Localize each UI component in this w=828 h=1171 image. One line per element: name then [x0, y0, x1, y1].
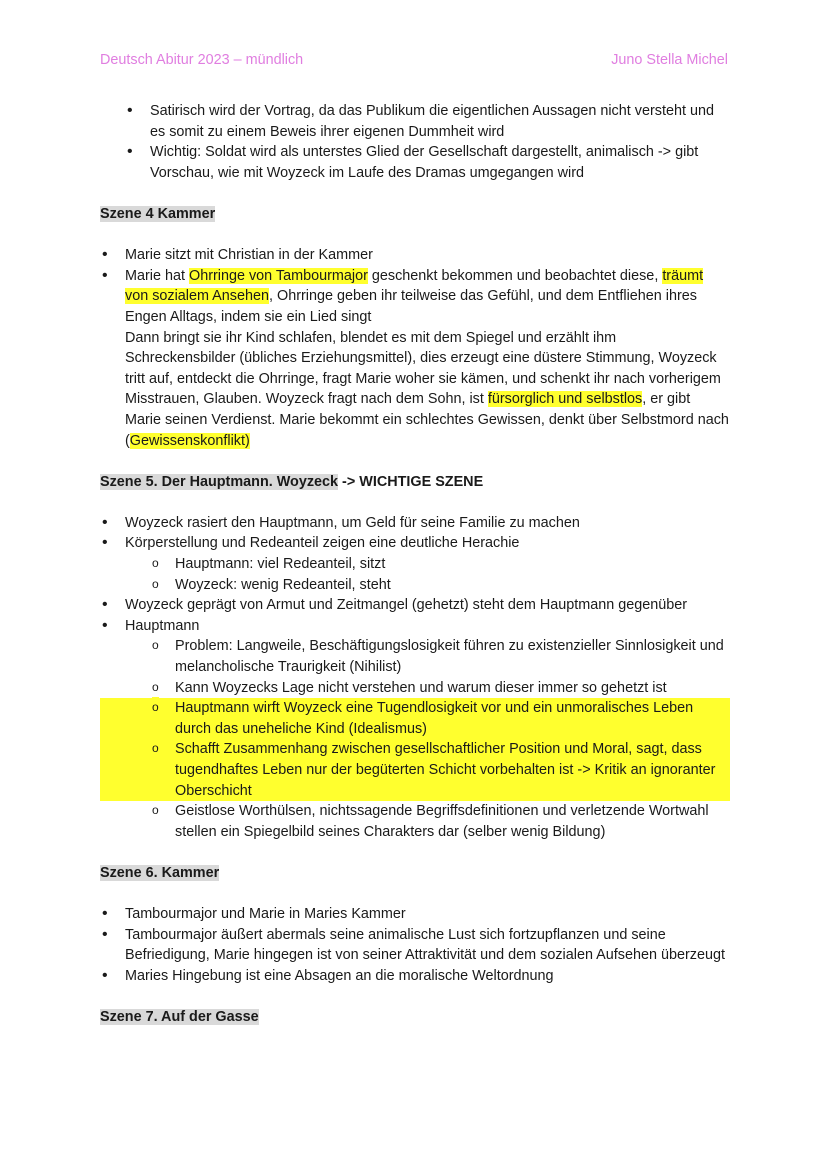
list-item: • Tambourmajor äußert abermals seine animalische Lust sich fortzupflanzen und seine Befriedigung, Marie hingegen ist von seiner Attraktivität und dem sozialen Aufsehen überzeugt	[100, 925, 730, 966]
highlight: Gewissenskonflikt)	[129, 432, 250, 449]
list-item: • Tambourmajor und Marie in Maries Kammer	[100, 904, 730, 925]
header-course: Deutsch Abitur 2023 – mündlich	[100, 52, 304, 68]
list-item: • Maries Hingebung ist eine Absagen an die moralische Weltordnung	[100, 966, 730, 987]
sub-list-item: o Problem: Langweile, Beschäftigungslosigkeit führen zu existenzieller Sinnlosigkeit und melancholische Traurigkeit (Nihilist)	[100, 636, 730, 677]
sub-list-item: o Hauptmann: viel Redeanteil, sitzt	[100, 554, 730, 575]
scene6-heading: Szene 6. Kammer	[100, 864, 220, 881]
sub-list-item-highlighted: o Hauptmann wirft Woyzeck eine Tugendlosigkeit vor und ein unmoralisches Leben durch das uneheliche Kind (Idealismus)	[100, 698, 730, 739]
list-item: • Marie hat Ohrringe von Tambourmajor geschenkt bekommen und beobachtet diese, träumt von sozialem Ansehen, Ohrringe geben ihr teilweise das Gefühl, und dem Entfliehen ihres Engen Alltags, indem sie ein Lied singt Dann bringt sie ihr Kind schlafen, blendet es mit dem Spiegel und erzählt ihm Schreckensbilder (übliches Erziehungsmittel), dies erzeugt eine düstere Stimmung, Woyzeck tritt auf, entdeckt die Ohrringe, fragt Marie woher sie kämen, und schenkt ihr nach vorherigem Misstrauen, Glauben. Woyzeck fragt nach dem Sohn, ist fürsorglich und selbstlos, er gibt Marie seinen Verdienst. Marie bekommt ein schlechtes Gewissen, denkt über Selbstmord nach (Gewissenskonflikt)	[100, 266, 730, 451]
intro-bullet-list	[100, 101, 730, 183]
scene4-bullet-list	[100, 245, 730, 451]
page-header	[100, 50, 728, 70]
list-item: • Körperstellung und Redeanteil zeigen eine deutliche Herachie o Hauptmann: viel Redeanteil, sitzt o Woyzeck: wenig Redeanteil, steht	[100, 533, 730, 595]
sub-list-item: o Kann Woyzecks Lage nicht verstehen und warum dieser immer so gehetzt ist	[100, 678, 730, 699]
scene4-heading: Szene 4 Kammer	[100, 205, 216, 222]
document-body	[100, 101, 730, 1028]
highlight: Ohrringe von Tambourmajor	[189, 267, 368, 284]
scene5-bullet-list	[100, 513, 730, 843]
highlight: träumt von sozialem Ansehen	[125, 267, 704, 305]
scene6-bullet-list	[100, 904, 730, 986]
scene5-heading: Szene 5. Der Hauptmann. Woyzeck -> WICHTIGE SZENE	[100, 473, 484, 490]
list-item: • Hauptmann o Problem: Langweile, Beschäftigungslosigkeit führen zu existenzieller Sinnlosigkeit und melancholische Traurigkeit (Nihilist) o Kann Woyzecks Lage nicht verstehen und warum dieser immer so gehetzt ist o Hauptmann wirft Woyzeck eine Tugendlosigkeit vor und ein unmoralisches Leben durch das uneheliche Kind (Idealismus) o Schafft Zusammenhang zwischen gesellschaftlicher Position und Moral, sagt, dass tugendhaftes Leben nur der begüterten Schicht vorbehalten ist -> Kritik an ignoranter Oberschicht o Geistlose Worthülsen, nichtssagende Begriffsdefinitionen und verletzende Wortwahl stellen ein Spiegelbild seines Charakters dar (selber wenig Bildung)	[100, 616, 730, 843]
list-item: • Satirisch wird der Vortrag, da das Publikum die eigentlichen Aussagen nicht versteht und es somit zu einem Beweis ihrer eigenen Dummheit wird	[100, 101, 730, 142]
list-item: • Wichtig: Soldat wird als unterstes Glied der Gesellschaft dargestellt, animalisch -> gibt Vorschau, wie mit Woyzeck im Laufe des Dramas umgegangen wird	[100, 142, 730, 183]
list-item: • Marie sitzt mit Christian in der Kammer	[100, 245, 730, 266]
list-item: • Woyzeck rasiert den Hauptmann, um Geld für seine Familie zu machen	[100, 513, 730, 534]
highlight: fürsorglich und selbstlos	[487, 391, 643, 408]
sub-list-item: o Woyzeck: wenig Redeanteil, steht	[100, 575, 730, 596]
sub-list	[125, 636, 730, 842]
header-author: Juno Stella Michel	[611, 52, 728, 68]
sub-list-item: o Geistlose Worthülsen, nichtssagende Begriffsdefinitionen und verletzende Wortwahl stellen ein Spiegelbild seines Charakters dar (selber wenig Bildung)	[100, 801, 730, 842]
list-item: • Woyzeck geprägt von Armut und Zeitmangel (gehetzt) steht dem Hauptmann gegenüber	[100, 595, 730, 616]
scene7-heading: Szene 7. Auf der Gasse	[100, 1009, 259, 1026]
sub-list	[125, 554, 730, 595]
sub-list-item-highlighted: o Schafft Zusammenhang zwischen gesellschaftlicher Position und Moral, sagt, dass tugendhaftes Leben nur der begüterten Schicht vorbehalten ist -> Kritik an ignoranter Oberschicht	[100, 739, 730, 801]
